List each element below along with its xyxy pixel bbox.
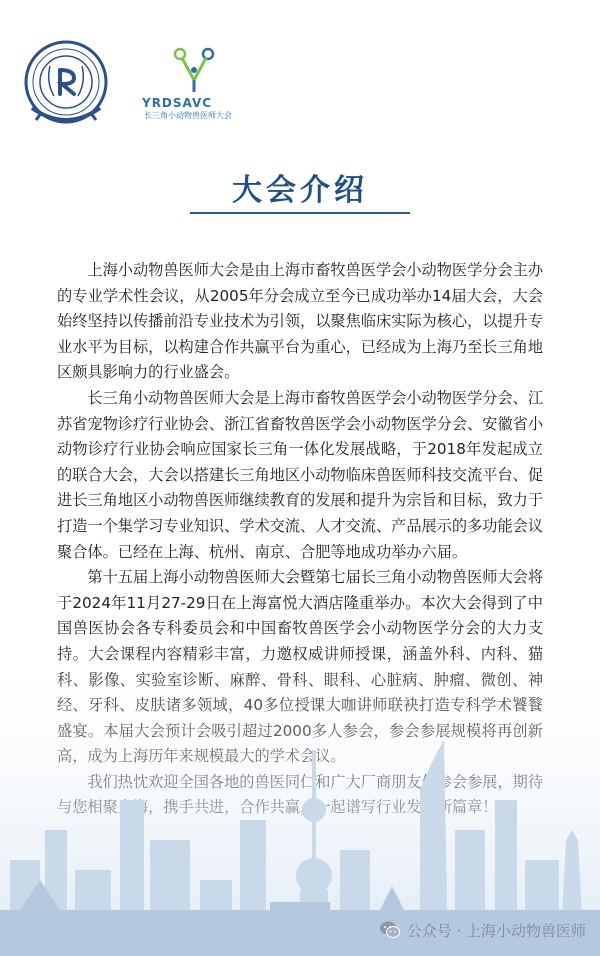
page-title: 大会介绍 [232, 173, 368, 208]
wechat-watermark [379, 918, 586, 942]
paragraph-1: 上海小动物兽医师大会是由上海市畜牧兽医学会小动物医学分会主办的专业学术性会议，从2005年分会成立至今已成功举办14届大会，大会始终坚持以传播前沿专业技术为引领，以聚焦临床实际为核心，以提升专业水平为目标，以构建合作共赢平台为重心，已经成为上海乃至长三角地区颇具影响力的行业盛会。 [57, 261, 544, 382]
logo-chinese-text: 长三角小动物兽医师大会 [144, 111, 232, 120]
association-seal-logo [20, 36, 112, 128]
paragraph-2: 长三角小动物兽医师大会是上海市畜牧兽医学会小动物医学分会、江苏省宠物诊疗行业协会、浙江省畜牧兽医学会小动物医学分会、安徽省小动物诊疗行业协会响应国家长三角一体化发展战略，于2018年发起成立的联合大会，大会以搭建长三角地区小动物临床兽医师科技交流平台、促进长三角地区小动物兽医师继续教育的发展和提升为宗旨和目标，致力于打造一个集学习专业知识、学术交流、人才交流、产品展示的多功能会议聚合体。已经在上海、杭州、南京、合肥等地成功举办六届。 [57, 388, 544, 561]
title-underline [190, 212, 410, 214]
paragraph-3: 第十五届上海小动物兽医师大会暨第七届长三角小动物兽医师大会将于2024年11月27-29日在上海富悦大酒店隆重举办。本次大会得到了中国兽医协会各专科委员会和中国畜牧兽医学会小动物医学分会的大力支 [57, 568, 544, 638]
logo-english-text: YRDSAVC [142, 96, 213, 110]
wechat-icon [379, 919, 401, 941]
stethoscope-mark-icon [172, 46, 216, 96]
yrdsavc-logo [140, 46, 250, 126]
watermark-text: 公众号 · 上海小动物兽医师 [406, 921, 586, 940]
shanghai-skyline-illustration [0, 640, 600, 956]
